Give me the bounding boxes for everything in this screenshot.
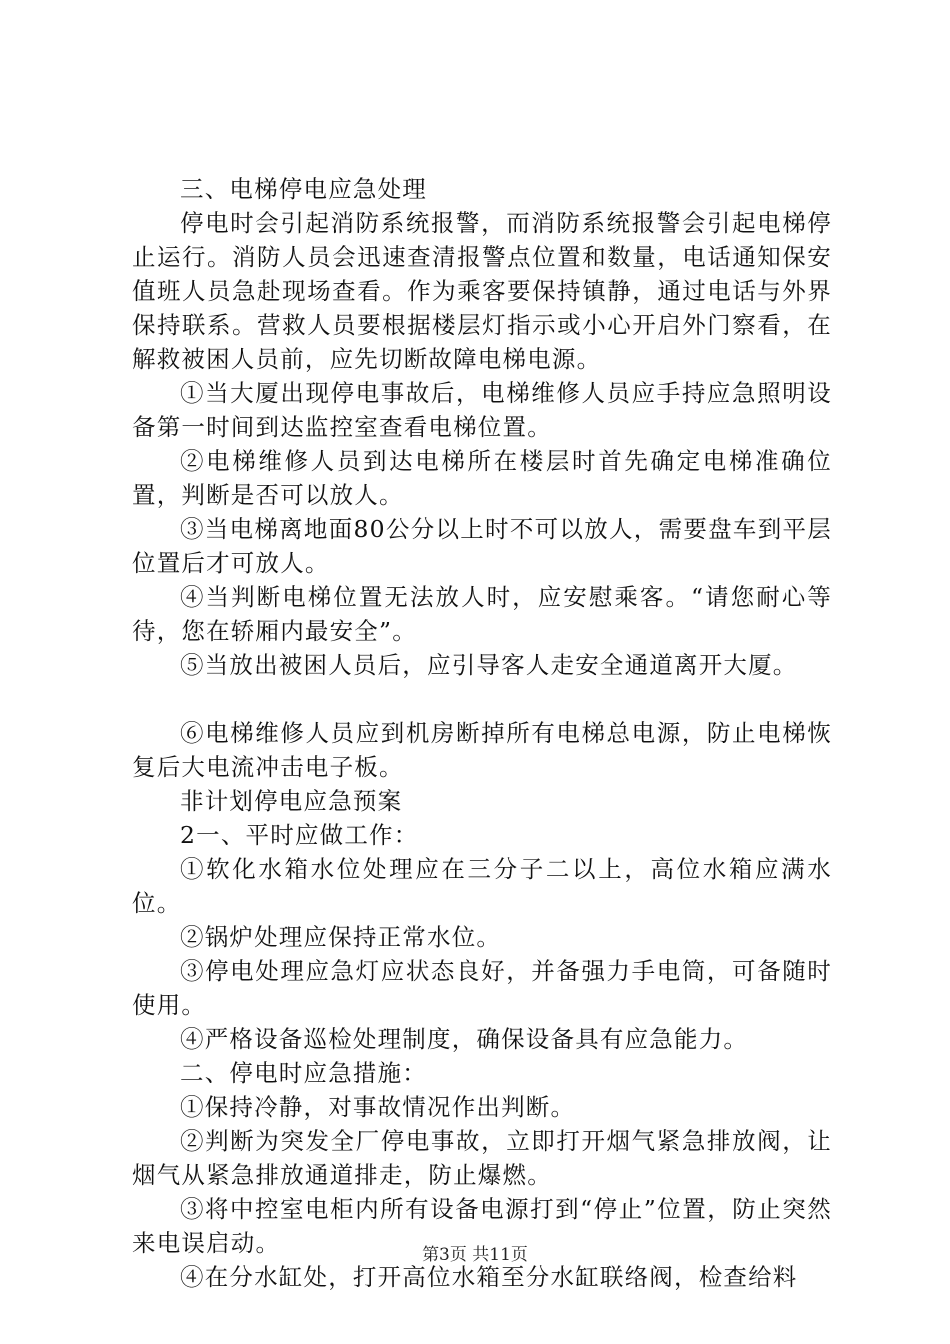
section-heading-unplanned-outage: 非计划停电应急预案 bbox=[180, 787, 403, 815]
subheading-emergency-measures: 二、停电时应急措施： bbox=[180, 1059, 427, 1087]
list-item-elevator-2: ②电梯维修人员到达电梯所在楼层时首先确定电梯准确位置，判断是否可以放人。 bbox=[132, 447, 832, 509]
list-item-elevator-4: ④当判断电梯位置无法放人时，应安慰乘客。“请您耐心等待，您在轿厢内最安全”。 bbox=[132, 583, 832, 645]
section-heading-elevator: 三、电梯停电应急处理 bbox=[180, 175, 427, 203]
list-item-elevator-1: ①当大厦出现停电事故后，电梯维修人员应手持应急照明设备第一时间到达监控室查看电梯位置。 bbox=[132, 379, 832, 441]
document-body bbox=[132, 172, 832, 1294]
list-item-daily-1: ①软化水箱水位处理应在三分子二以上，高位水箱应满水位。 bbox=[132, 855, 832, 917]
list-item-measure-3: ③将中控室电柜内所有设备电源打到“停止”位置，防止突然来电误启动。 bbox=[132, 1195, 832, 1257]
paragraph-elevator-intro: 停电时会引起消防系统报警，而消防系统报警会引起电梯停止运行。消防人员会迅速查清报警点位置和数量，电话通知保安值班人员急赴现场查看。作为乘客要保持镇静，通过电话与外界保持联系。营救人员要根据楼层灯指示或小心开启外门察看，在解救被困人员前，应先切断故障电梯电源。 bbox=[132, 209, 832, 373]
list-item-daily-3: ③停电处理应急灯应状态良好，并备强力手电筒，可备随时使用。 bbox=[132, 957, 832, 1019]
list-item-measure-2: ②判断为突发全厂停电事故，立即打开烟气紧急排放阀，让烟气从紧急排放通道排走，防止爆燃。 bbox=[132, 1127, 832, 1189]
list-item-measure-1: ①保持冷静，对事故情况作出判断。 bbox=[180, 1093, 576, 1121]
list-item-daily-4: ④严格设备巡检处理制度，确保设备具有应急能力。 bbox=[180, 1025, 749, 1053]
page-number-footer: 第3页 共11页 bbox=[422, 1245, 528, 1265]
list-item-measure-4: ④在分水缸处，打开高位水箱至分水缸联络阀，检查给料 bbox=[180, 1263, 798, 1291]
list-item-elevator-3: ③当电梯离地面80公分以上时不可以放人，需要盘车到平层位置后才可放人。 bbox=[132, 515, 832, 577]
list-item-daily-2: ②锅炉处理应保持正常水位。 bbox=[180, 923, 502, 951]
list-item-elevator-5: ⑤当放出被困人员后，应引导客人走安全通道离开大厦。 bbox=[180, 651, 798, 679]
subheading-daily-work: 2一、平时应做工作： bbox=[180, 821, 419, 849]
list-item-elevator-6: ⑥电梯维修人员应到机房断掉所有电梯总电源，防止电梯恢复后大电流冲击电子板。 bbox=[132, 719, 832, 781]
paragraph-spacer bbox=[132, 682, 832, 716]
